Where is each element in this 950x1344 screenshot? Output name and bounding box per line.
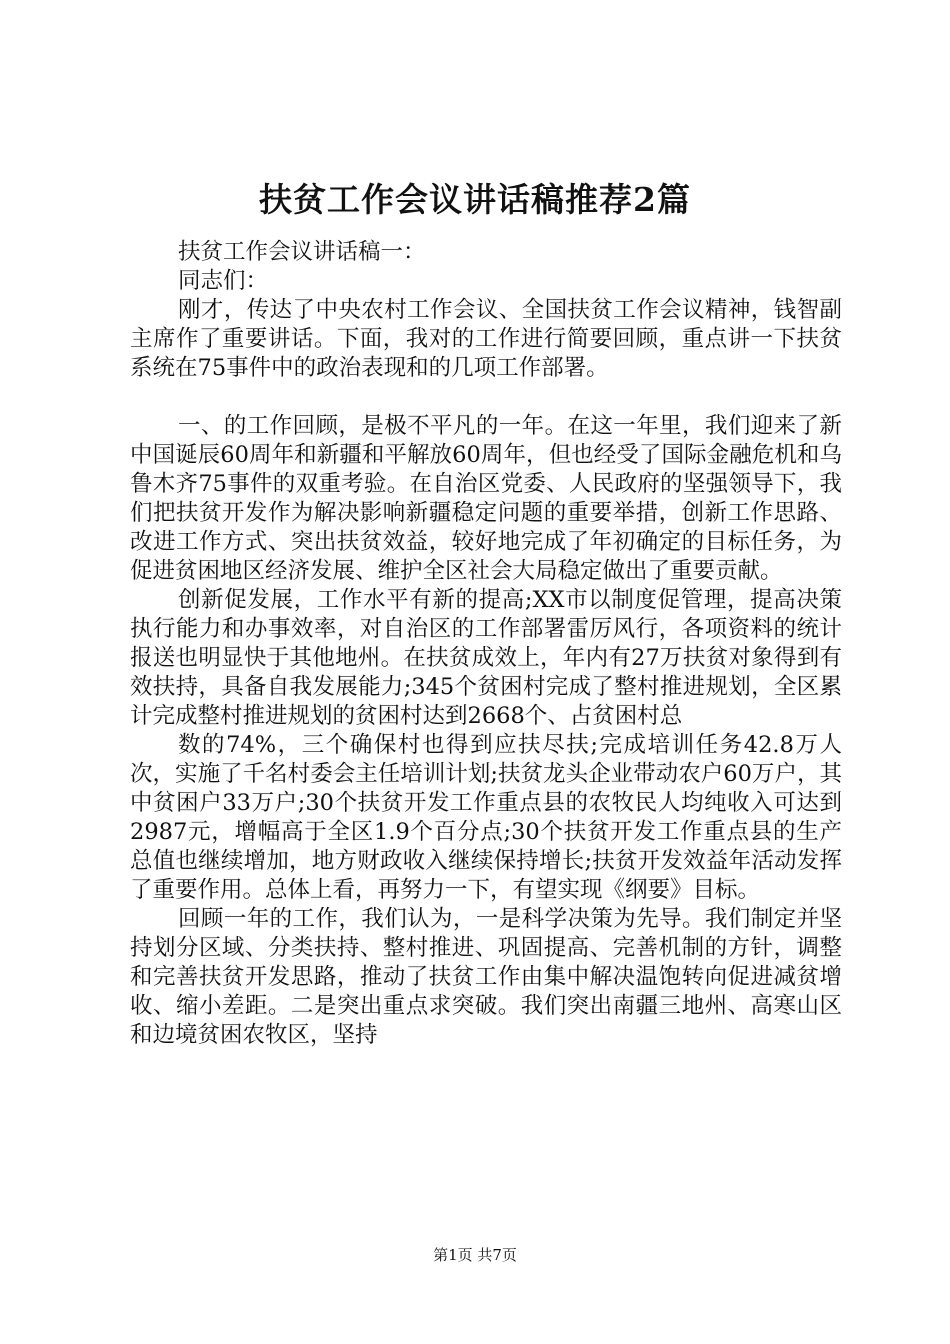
salutation: 同志们： [178, 268, 269, 294]
paragraph-innovation: 创新促发展，工作水平有新的提高;XX市以制度促管理，提高决策执行能力和办事效率，对自治区的工作部署雷厉风行，各项资料的统计报送也明显快于其他地州。在扶贫成效上，年内有27万扶贫对象得到有效扶持，具备自我发展能力;345个贫困村完成了整村推进规划，全区累计完成整村推进规划的贫困村达到2668个、占贫困村总 [130, 587, 842, 729]
paragraph-summary: 回顾一年的工作，我们认为，一是科学决策为先导。我们制定并坚持划分区域、分类扶持、整村推进、巩固提高、完善机制的方针，调整和完善扶贫开发思路，推动了扶贫工作由集中解决温饱转向促进减贫增收、缩小差距。二是突出重点求突破。我们突出南疆三地州、高寒山区和边境贫困农牧区，坚持 [130, 906, 842, 1048]
paragraph-spacer [130, 383, 842, 412]
page-number: 第1页 共7页 [433, 1246, 517, 1264]
paragraph-intro: 刚才，传达了中央农村工作会议、全国扶贫工作会议精神，钱智副主席作了重要讲话。下面，我对的工作进行简要回顾，重点讲一下扶贫系统在75事件中的政治表现和的几项工作部署。 [130, 297, 842, 381]
document-title: 扶贫工作会议讲话稿推荐2篇 [259, 180, 691, 219]
paragraph-review: 一、的工作回顾，是极不平凡的一年。在这一年里，我们迎来了新中国诞辰60周年和新疆和平解放60周年，但也经受了国际金融危机和乌鲁木齐75事件的双重考验。在自治区党委、人民政府的坚强领导下，我们把扶贫开发作为解决影响新疆稳定问题的重要举措，创新工作思路、改进工作方式、突出扶贫效益，较好地完成了年初确定的目标任务，为促进贫困地区经济发展、维护全区社会大局稳定做出了重要贡献。 [130, 413, 842, 584]
paragraph-results: 数的74%，三个确保村也得到应扶尽扶;完成培训任务42.8万人次，实施了千名村委会主任培训计划;扶贫龙头企业带动农户60万户，其中贫困户33万户;30个扶贫开发工作重点县的农牧民人均纯收入可达到2987元，增幅高于全区1.9个百分点;30个扶贫开发工作重点县的生产总值也继续增加，地方财政收入继续保持增长;扶贫开发效益年活动发挥了重要作用。总体上看，再努力一下，有望实现《纲要》目标。 [130, 732, 842, 903]
section-heading: 扶贫工作会议讲话稿一： [178, 239, 426, 265]
document-body [130, 238, 842, 1050]
